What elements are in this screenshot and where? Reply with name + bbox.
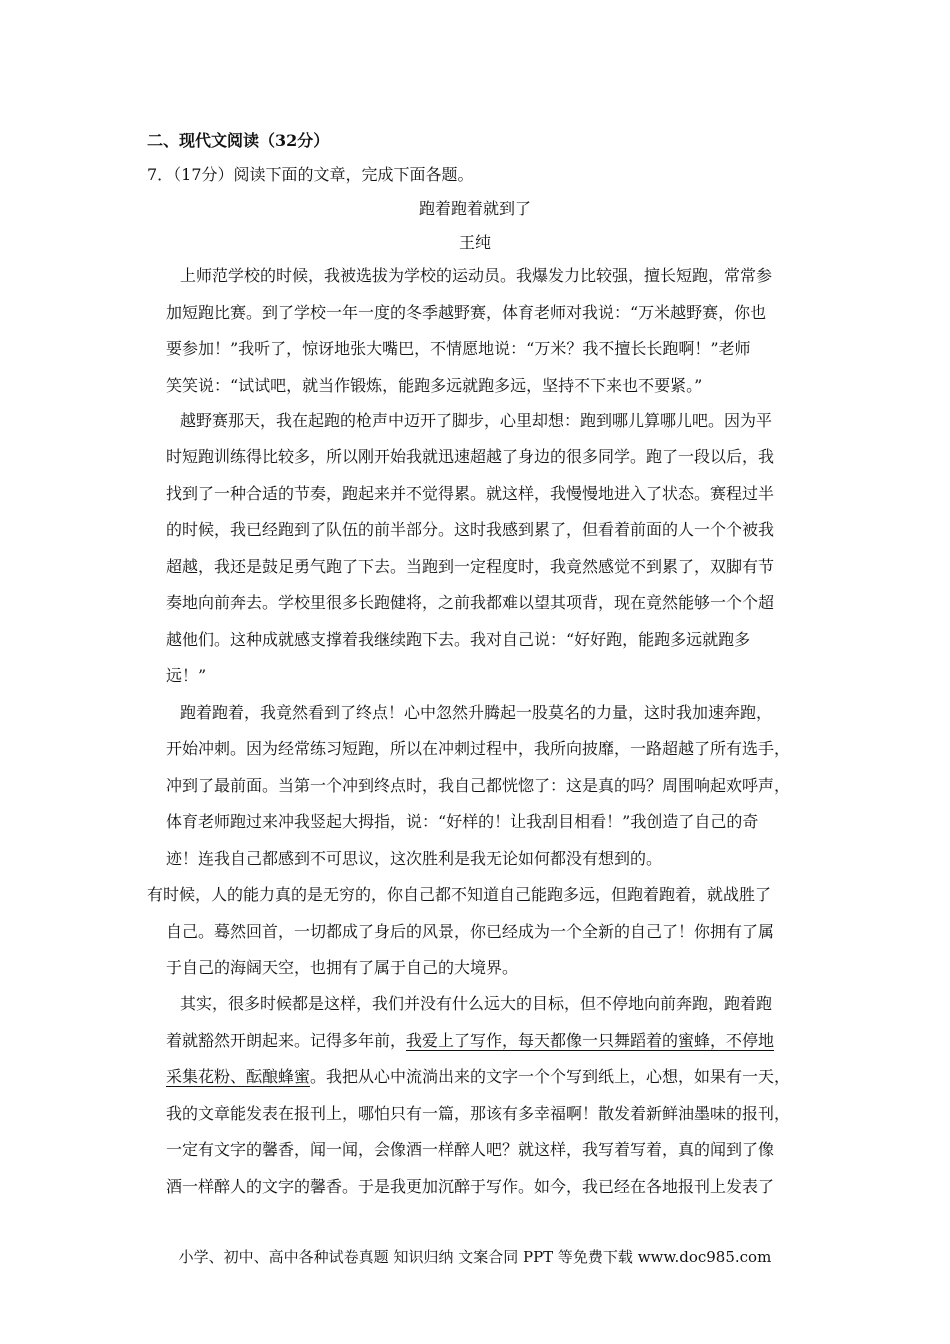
section-heading: 二、现代文阅读（32分）	[147, 131, 330, 150]
text-line: 加短跑比赛。到了学校一年一度的冬季越野赛，体育老师对我说：“万米越野赛，你也	[166, 303, 767, 322]
page-footer: 小学、初中、高中各种试卷真题 知识归纳 文案合同 PPT 等免费下载 www.doc985.com	[178, 1248, 772, 1266]
text-line: 的时候，我已经跑到了队伍的前半部分。这时我感到累了，但看着前面的人一个个被我	[166, 520, 775, 539]
text-line: 一定有文字的馨香，闻一闻，会像酒一样醉人吧？就这样，我写着写着，真的闻到了像	[166, 1140, 775, 1159]
text-line	[166, 1028, 774, 1051]
text-line: 越野赛那天，我在起跑的枪声中迈开了脚步，心里却想：跑到哪儿算哪儿吧。因为平	[180, 411, 773, 430]
underlined-sentence: 采集花粉、酝酿蜂蜜	[166, 1067, 311, 1086]
text-line: 笑笑说：“试试吧，就当作锻炼，能跑多远就跑多远，坚持不下来也不要紧。”	[166, 376, 703, 395]
text-line: 越他们。这种成就感支撑着我继续跑下去。我对自己说：“好好跑，能跑多远就跑多	[166, 630, 751, 649]
text-line: 迹！连我自己都感到不可思议，这次胜利是我无论如何都没有想到的。	[166, 849, 663, 868]
text-line: 找到了一种合适的节奏，跑起来并不觉得累。就这样，我慢慢地进入了状态。赛程过半	[166, 484, 775, 503]
text-line: 体育老师跑过来冲我竖起大拇指，说：“好样的！让我刮目相看！”我创造了自己的奇	[166, 812, 759, 831]
text-line: 远！”	[166, 666, 207, 685]
article-author: 王纯	[458, 233, 491, 252]
text-line: 冲到了最前面。当第一个冲到终点时，我自己都恍惚了：这是真的吗？周围响起欢呼声，	[166, 776, 791, 795]
text-line: 上师范学校的时候，我被选拔为学校的运动员。我爆发力比较强，擅长短跑，常常参	[180, 266, 773, 285]
text-line: 于自己的海阔天空，也拥有了属于自己的大境界。	[166, 958, 519, 977]
underlined-sentence: 我爱上了写作，每天都像一只舞蹈着的蜜蜂，不停地	[406, 1031, 775, 1050]
text-line: 我的文章能发表在报刊上，哪怕只有一篇，那该有多幸福啊！散发着新鲜油墨味的报刊，	[166, 1104, 791, 1123]
text-line: 奏地向前奔去。学校里很多长跑健将，之前我都难以望其项背，现在竟然能够一个个超	[166, 593, 775, 612]
article-title: 跑着跑着就到了	[418, 199, 531, 218]
text-line: 开始冲刺。因为经常练习短跑，所以在冲刺过程中，我所向披靡，一路超越了所有选手，	[166, 739, 791, 758]
text-line: 其实，很多时候都是这样，我们并没有什么远大的目标，但不停地向前奔跑，跑着跑	[180, 994, 773, 1013]
text-line: 要参加！”我听了，惊讶地张大嘴巴，不情愿地说：“万米？我不擅长长跑啊！”老师	[166, 339, 751, 358]
text-line: 跑着跑着，我竟然看到了终点！心中忽然升腾起一股莫名的力量，这时我加速奔跑，	[180, 703, 773, 722]
text-line: 自己。蓦然回首，一切都成了身后的风景，你已经成为一个全新的自己了！你拥有了属	[166, 922, 775, 941]
text-line: 有时候，人的能力真的是无穷的，你自己都不知道自己能跑多远，但跑着跑着，就战胜了	[147, 885, 772, 904]
text-line	[166, 1064, 790, 1087]
plain-text: 着就豁然开朗起来。记得多年前，	[166, 1031, 407, 1050]
plain-text: 。我把从心中流淌出来的文字一个个写到纸上，心想，如果有一天，	[310, 1067, 791, 1086]
question-intro: 7．（17分）阅读下面的文章，完成下面各题。	[147, 165, 474, 184]
text-line: 超越，我还是鼓足勇气跑了下去。当跑到一定程度时，我竟然感觉不到累了，双脚有节	[166, 557, 775, 576]
text-line: 时短跑训练得比较多，所以刚开始我就迅速超越了身边的很多同学。跑了一段以后，我	[166, 447, 775, 466]
text-line: 酒一样醉人的文字的馨香。于是我更加沉醉于写作。如今，我已经在各地报刊上发表了	[166, 1177, 775, 1196]
